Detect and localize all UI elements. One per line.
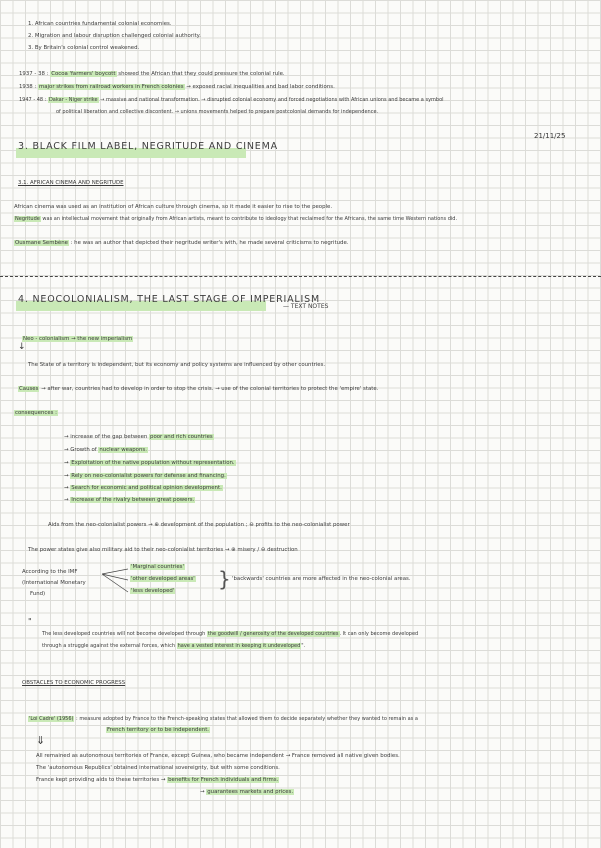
aids-line: Aids from the neo-colonialist powers → ⊕ development of the population ; ⊖ profits to the neo-colonialist power [48, 522, 350, 528]
list-item-1: 1. African countries fundamental colonial economies. [28, 21, 172, 27]
consequence-1: → increase of the gap between poor and rich countries [64, 434, 213, 440]
text-notes-label: — TEXT NOTES [283, 303, 329, 310]
quote-line-2: through a struggle against the external forces, which have a vested interest in keeping it undeveloped". [42, 643, 306, 649]
date-note: 21/11/25 [534, 132, 566, 140]
imf-sub-1: (International Monetary [22, 580, 86, 586]
loi-cadre: 'Loi Cadre' (1956) : measure adopted by France to the French-speaking states that allowed them to decide separately whether they wanted to remain as a [29, 716, 418, 722]
branch-arrows [100, 566, 132, 598]
aids-kept-line: France kept providing aids to these territories → benefits for French individuals and firms. [36, 777, 279, 783]
consequences-label: consequences : [15, 410, 57, 416]
military-aid-line: The power states give also military aid to their neo-colonialist territories → ⊕ misery / ⊖ destruction [28, 547, 298, 553]
all-remained-line: All remained as autonomous territories of France, except Guinea, who became independent → France removed all native given bodies. [36, 753, 400, 759]
branch-3: 'less developed' [131, 588, 175, 594]
consequence-5: → Search for economic and political opinion development. [64, 485, 222, 491]
guarantees-line: → guarantees markets and prices. [200, 789, 294, 795]
backwards-note: 'backwards' countries are more affected in the neo-colonial areas. [232, 576, 411, 582]
sec3-para-2: Negritude was an intellectual movement that originally from African artists, meant to contribute to ideology that reclaimed for the Africans, the same time Western nations did. [15, 216, 458, 222]
section-divider [0, 276, 601, 277]
loi-cadre-cont: French territory or to be independent. [107, 727, 210, 733]
quote-line-1: The less developed countries will not become developed through the goodwill / generosity of the developed countries. It can only become developed [42, 631, 419, 637]
list-item-2: 2. Migration and labour disruption challenged colonial authority. [28, 33, 201, 39]
event-3: 1947 - 48 : Dakar - Niger strike → massive and national transformation. → disrupted colonial economy and forced negotiations with African unions and became a symbol [19, 97, 444, 103]
consequence-2: → Growth of nuclear weapons. [64, 447, 147, 453]
branch-1: 'Marginal countries' [131, 564, 184, 570]
consequence-3: → Exploitation of the native population without representation. [64, 460, 235, 466]
sec3-para-1: African cinema was used as an institution of African culture through cinema, so it made it easier to rise to the people. [14, 204, 333, 210]
quote-mark: " [28, 617, 32, 626]
section-3-1-subtitle: 3.1. AFRICAN CINEMA AND NEGRITUDE [18, 180, 124, 186]
section-3-title: 3. BLACK FILM LABEL, NEGRITUDE AND CINEMA [18, 141, 278, 152]
imf-sub-2: Fund) [30, 591, 46, 597]
neo-definition: The State of a territory is independent, but its economy and policy systems are influenced by other countries. [28, 362, 326, 368]
causes-line: Causes → after war, countries had to develop in order to stop the crisis. → use of the colonial territories to protect the 'empire' state. [19, 386, 379, 392]
section-4-title: 4. NEOCOLONIALISM, THE LAST STAGE OF IMPERIALISM [18, 294, 320, 305]
branch-2: 'other developed areas' [131, 576, 195, 582]
event-3-cont: of political liberation and collective discontent. → unions movements helped to prepare postcolonial demands for independence. [56, 109, 379, 115]
neo-label: Neo - colonialism → the new imperialism [23, 336, 133, 342]
consequence-4: → Rely on neo-colonialist powers for defense and financing. [64, 473, 226, 479]
obstacles-heading: OBSTACLES TO ECONOMIC PROGRESS [22, 680, 126, 686]
brace: } [218, 567, 231, 591]
double-down-arrow: ⇓ [36, 734, 46, 747]
down-arrow: ↓ [18, 342, 26, 352]
consequence-6: → Increase of the rivalry between great powers. [64, 497, 195, 503]
autonomous-line: The 'autonomous Republics' obtained international sovereignty, but with some conditions. [36, 765, 280, 771]
list-item-3: 3. By Britain's colonial control weakened. [28, 45, 140, 51]
event-1: 1937 - 38 : Cocoa 'farmers' boycott showed the African that they could pressure the colonial rule. [19, 71, 285, 77]
imf-label: According to the IMF [22, 569, 78, 575]
sec3-para-3: Ousmane Sembène : he was an author that depicted their negritude writer's with, he made several criticisms to negritude. [15, 240, 349, 246]
event-2: 1938 : major strikes from railroad workers in French colonies → exposed racial inequalities and bad labor conditions. [19, 84, 335, 90]
